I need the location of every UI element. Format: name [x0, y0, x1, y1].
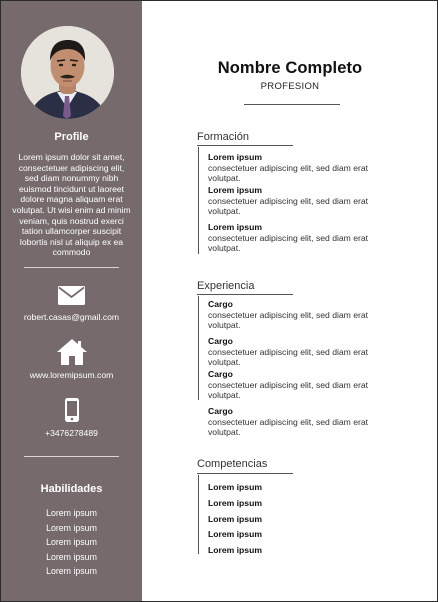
entry-title: Cargo [208, 369, 233, 379]
entry-description: consectetuer adipiscing elit, sed diam erat volutpat. [208, 416, 369, 438]
profile-photo [21, 26, 114, 119]
skill-item: Lorem ipsum [46, 508, 97, 518]
formacion-entry [208, 152, 388, 184]
skill-item: Lorem ipsum [46, 537, 97, 548]
website-text: www.loremipsum.com [29, 370, 114, 380]
competencias-timeline [198, 475, 199, 554]
skill-item: Lorem ipsum [46, 551, 97, 562]
competencias-heading: Competencias [197, 458, 268, 470]
competencia-item: Lorem ipsum [208, 514, 262, 524]
experiencia-rule [197, 294, 293, 295]
formacion-heading: Formación [197, 131, 249, 143]
email-text: robert.casas@gmail.com [23, 312, 120, 322]
entry-title: Lorem ipsum [208, 222, 262, 232]
entry-title: Cargo [208, 406, 233, 416]
experiencia-heading: Experiencia [197, 280, 255, 292]
formacion-entry [208, 185, 388, 217]
entry-description: consectetuer adipiscing elit, sed diam erat volutpat. [208, 232, 369, 254]
entry-description: consectetuer adipiscing elit, sed diam erat volutpat. [208, 346, 369, 368]
entry-title: Lorem ipsum [208, 185, 262, 195]
sidebar-divider-bottom [24, 456, 119, 457]
formacion-entry [208, 222, 388, 254]
competencia-item: Lorem ipsum [208, 482, 262, 492]
competencias-rule [197, 473, 293, 474]
skill-item: Lorem ipsum [46, 522, 97, 533]
entry-description: consectetuer adipiscing elit, sed diam erat volutpat. [208, 309, 369, 331]
competencia-item: Lorem ipsum [208, 529, 262, 539]
name-divider [244, 104, 340, 105]
formacion-timeline [198, 147, 199, 254]
full-name: Nombre Completo [217, 59, 363, 77]
competencia-item: Lorem ipsum [208, 545, 262, 555]
experiencia-timeline [198, 296, 199, 400]
competencia-item: Lorem ipsum [208, 498, 262, 508]
experiencia-entry [208, 336, 388, 368]
profile-summary: Lorem ipsum dolor sit amet, consectetuer adipiscing elit, sed diam nonummy nibh euismod tincidunt ut laoreet dolore magna aliquam erat volutpat. Ut wisi enim ad minim veniam, quis nostrud exerci tation ullamcorper suscipit lobortis nisl ut aliquip ex ea commodo [12, 152, 131, 258]
entry-description: consectetuer adipiscing elit, sed diam erat volutpat. [208, 162, 369, 184]
profession: PROFESION [260, 81, 320, 92]
entry-description: consectetuer adipiscing elit, sed diam erat volutpat. [208, 195, 369, 217]
skills-list [1, 506, 142, 579]
skills-heading: Habilidades [40, 483, 103, 495]
experiencia-entry [208, 369, 388, 401]
experiencia-entry [208, 406, 388, 438]
sidebar-divider-top [24, 267, 119, 268]
envelope-icon [1, 286, 142, 305]
formacion-rule [197, 145, 293, 146]
experiencia-entry [208, 299, 388, 331]
home-icon [1, 339, 142, 365]
mobile-phone-icon [1, 398, 142, 422]
entry-description: consectetuer adipiscing elit, sed diam erat volutpat. [208, 379, 369, 401]
profile-heading: Profile [54, 131, 89, 143]
entry-title: Lorem ipsum [208, 152, 262, 162]
skill-item: Lorem ipsum [46, 566, 97, 577]
sidebar [1, 1, 142, 601]
entry-title: Cargo [208, 336, 233, 346]
phone-text: +3476278489 [45, 428, 98, 438]
entry-title: Cargo [208, 299, 233, 309]
